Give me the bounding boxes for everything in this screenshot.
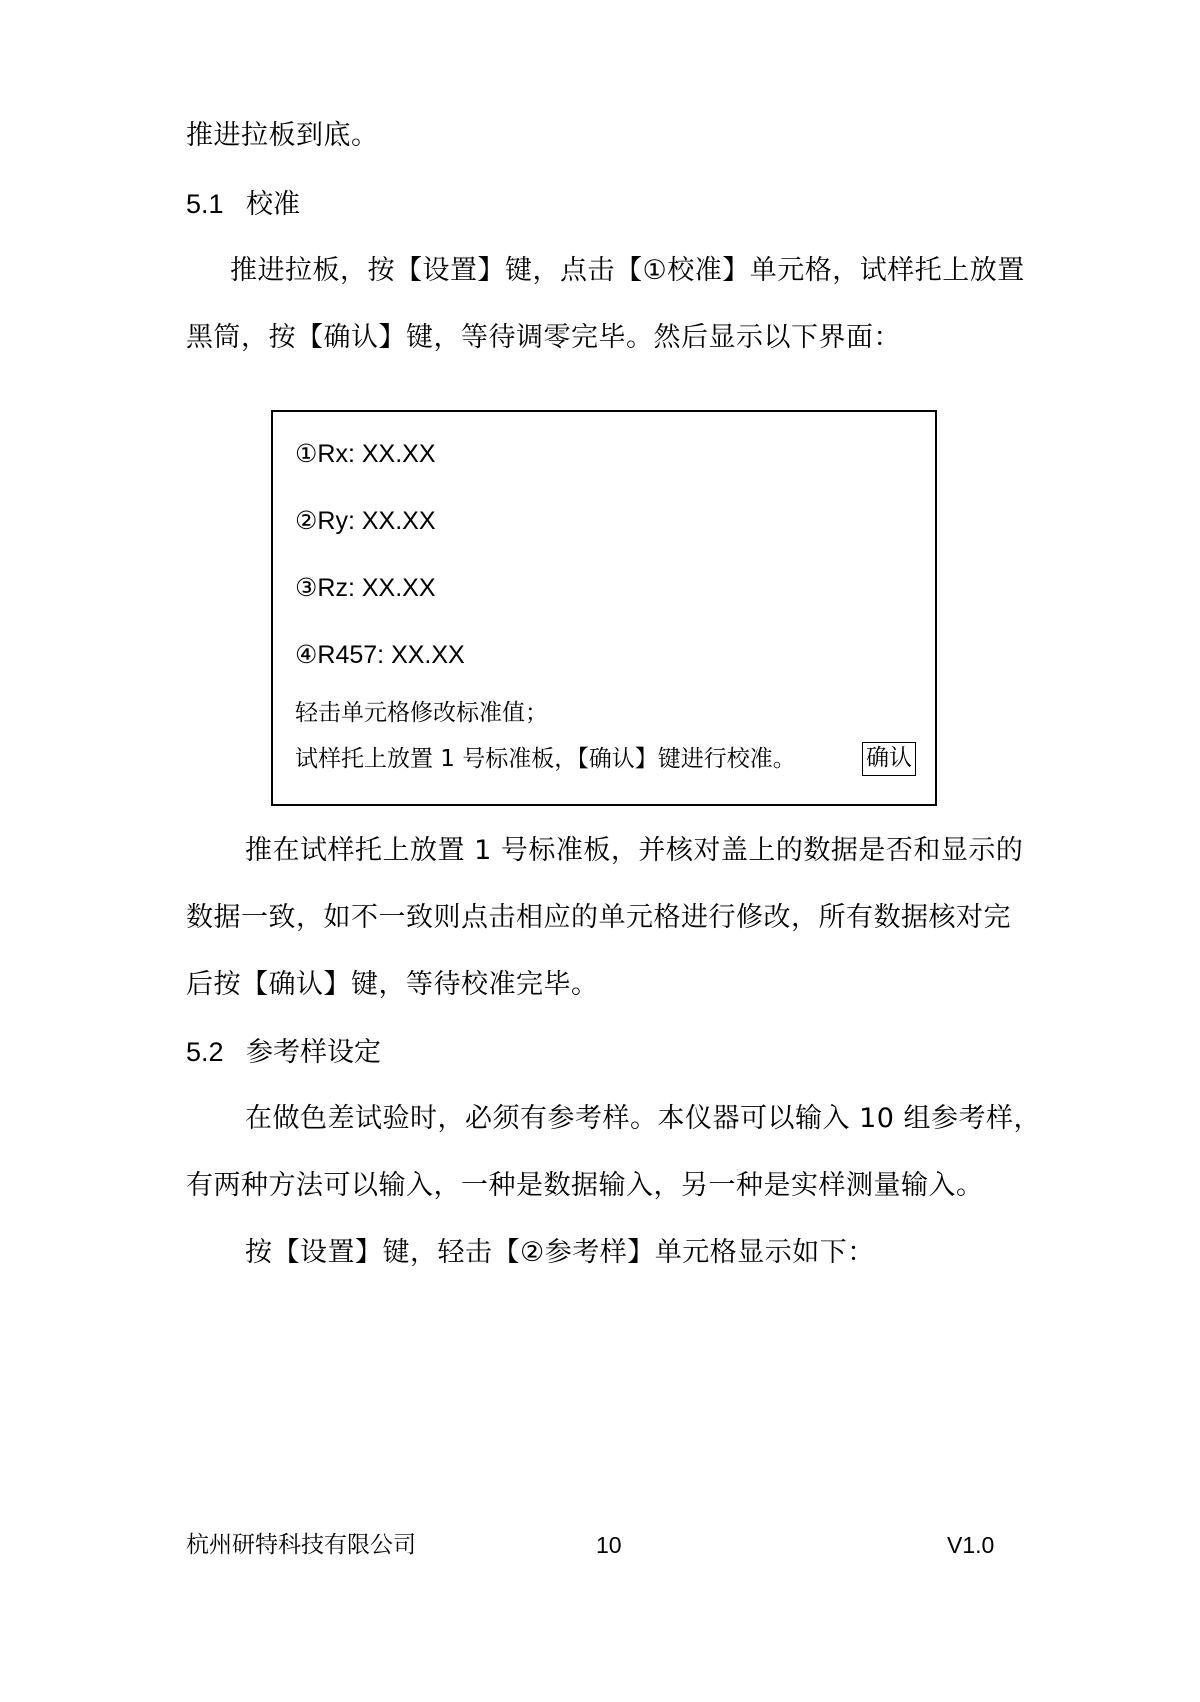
footer-page-number: 10 (596, 1532, 622, 1558)
ry-value-cell[interactable]: ②Ry: XX.XX (295, 507, 436, 535)
body-text-line: 推在试样托上放置 1 号标准板，并核对盖上的数据是否和显示的 (245, 835, 1024, 866)
section-heading-reference-sample (186, 1034, 381, 1071)
body-text-line: 有两种方法可以输入，一种是数据输入，另一种是实样测量输入。 (186, 1170, 984, 1201)
hint-place-standard-board: 试样托上放置 1 号标准板，【确认】键进行校准。 (295, 746, 796, 772)
section-title: 参考样设定 (246, 1037, 381, 1068)
body-text-line: 数据一致，如不一致则点击相应的单元格进行修改，所有数据核对完 (186, 902, 1011, 933)
rz-value-cell[interactable]: ③Rz: XX.XX (295, 574, 436, 602)
body-text-line: 推进拉板到底。 (186, 120, 379, 151)
section-number: 5.1 (186, 189, 224, 219)
body-text-line: 按【设置】键，轻击【②参考样】单元格显示如下： (245, 1237, 875, 1268)
footer-company: 杭州研特科技有限公司 (186, 1532, 416, 1558)
section-title: 校准 (246, 189, 300, 220)
confirm-button[interactable]: 确认 (862, 742, 916, 776)
body-text-line: 推进拉板，按【设置】键，点击【①校准】单元格，试样托上放置 (230, 255, 1025, 286)
body-text-line: 黑筒，按【确认】键，等待调零完毕。然后显示以下界面： (186, 322, 901, 353)
body-text-line: 在做色差试验时，必须有参考样。本仪器可以输入 10 组参考样， (245, 1103, 1042, 1134)
section-heading-calibration (186, 186, 300, 223)
r457-value-cell[interactable]: ④R457: XX.XX (295, 641, 465, 669)
hint-modify-standard: 轻击单元格修改标准值； (295, 700, 548, 726)
section-number: 5.2 (186, 1037, 224, 1067)
calibration-screen-panel (271, 410, 937, 806)
body-text-line: 后按【确认】键，等待校准完毕。 (186, 969, 599, 1000)
rx-value-cell[interactable]: ①Rx: XX.XX (295, 440, 436, 468)
footer-version: V1.0 (947, 1532, 995, 1558)
